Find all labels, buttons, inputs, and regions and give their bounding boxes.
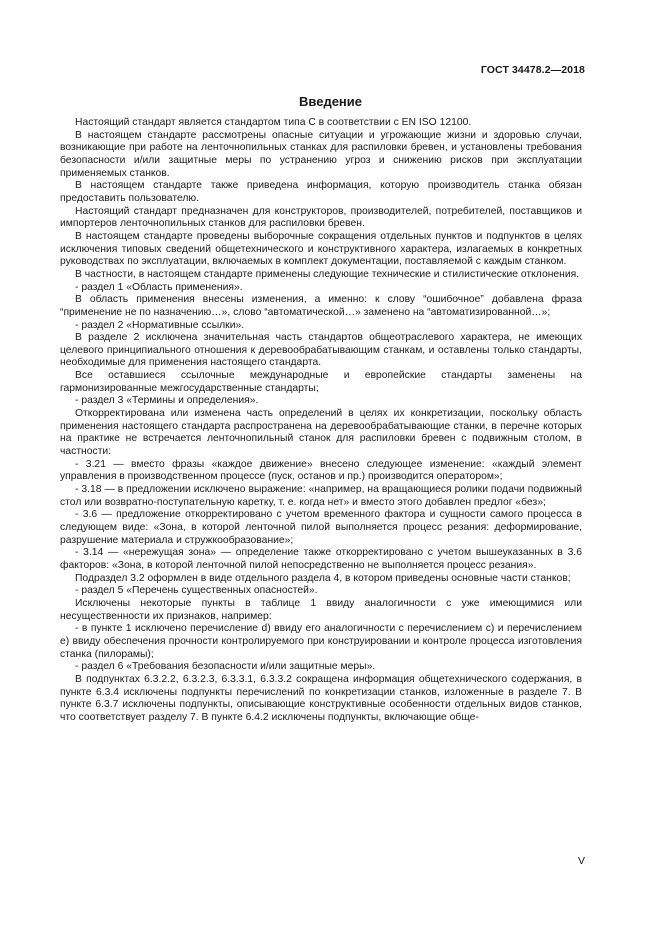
list-item: - 3.14 — «нережущая зона» — определение также откорректировано с учетом вышеуказанных в 3.6 факторов: «Зона, в которой ленточной пилой непосредственно не выполняется процесс резания». — [60, 547, 582, 571]
document-body — [60, 117, 582, 725]
paragraph: Все оставшиеся ссылочные международные и европейские стандарты заменены на гармонизированные межгосударственные стандарты; — [60, 370, 582, 394]
paragraph: Откорректирована или изменена часть определений в целях их конкретизации, поскольку область применения настоящего стандарта распространена на деревообрабатывающие станки, в перечне которых на практике не встречается ленточнопильный станок для распиловки бревен с подвижным столом, в частности: — [60, 408, 582, 458]
paragraph: В частности, в настоящем стандарте применены следующие технические и стилистические отклонения. — [75, 268, 580, 280]
list-item: - раздел 6 «Требования безопасности и/или защитные меры». — [75, 661, 376, 673]
list-item: - раздел 1 «Область применения». — [75, 281, 243, 293]
paragraph: В настоящем стандарте проведены выборочные сокращения отдельных пунктов и подпунктов в целях исключения типовых сведений общетехнического и конструктивного характера, излагаемых в конкретных руководствах по эксплуатации, включаемых в комплект документации, поставляемой с каждым станком. — [60, 230, 582, 268]
paragraph: В настоящем стандарте также приведена информация, которую производитель станка обязан предоставить пользователю. — [60, 180, 582, 204]
list-item: - 3.18 — в предложении исключено выражение: «например, на вращающиеся ролики подачи подвижный стол или возвратно-поступательную каретку, т. е. когда нет» и вместо этого добавлен предлог «без»; — [60, 484, 582, 508]
paragraph: В разделе 2 исключена значительная часть стандартов общеотраслевого характера, не имеющих целевого принципиального отношения к деревообрабатывающим станкам, и оставлены только стандарты, необходимые для применения настоящего стандарта. — [60, 332, 582, 369]
paragraph: Исключены некоторые пункты в таблице 1 ввиду аналогичности с уже имеющимися или несущественности их признаков, например: — [60, 597, 582, 622]
paragraph: Настоящий стандарт является стандартом типа С в соответствии с EN ISO 12100. — [75, 117, 472, 128]
page-number: V — [577, 855, 585, 867]
paragraph: Настоящий стандарт предназначен для конструкторов, производителей, потребителей, поставщиков и импортеров ленточнопильных станков для распиловки бревен. — [60, 205, 582, 230]
paragraph: В область применения внесены изменения, а именно: к слову “ошибочное” добавлена фраза “применение не по назначению…», слово “автоматической…» заменено на “автоматизированной…»; — [60, 294, 582, 318]
list-item: - в пункте 1 исключено перечисление d) ввиду его аналогичности с перечислением с) и перечислением е) ввиду обеспечения прочности контролируемого при конструировании и контроле процесса изготовления станка (пилорамы); — [60, 623, 582, 660]
paragraph: В настоящем стандарте рассмотрены опасные ситуации и угрожающие жизни и здоровью случаи, возникающие при работе на ленточнопильных станках для распиловки бревен, и установлены требования безопасности и/или защитные меры по устранению угроз и снижению рисков при эксплуатации применяемых станков. — [60, 129, 582, 179]
section-title: Введение — [299, 94, 362, 109]
list-item: - 3.21 — вместо фразы «каждое движение» внесено следующее изменение: «каждый элемент управления в производственном процессе (пуск, останов и пр.) производится оператором»; — [60, 458, 582, 483]
paragraph: В подпунктах 6.3.2.2, 6.3.2.3, 6.3.3.1, 6.3.3.2 сокращена информация общетехнического содержания, в пункте 6.3.4 исключены подпункты перечислений по конкретизации станков, изложенные в разделе 7. В пункте 6.3.7 исключены подпункты, описывающие конструктивные особенности отдельных видов станков, что соответствует разделу 7. В пункте 6.4.2 исключены подпункты, включающие обще- — [60, 673, 582, 723]
list-item: - раздел 5 «Перечень существенных опасностей». — [75, 585, 318, 597]
standard-code: ГОСТ 34478.2—2018 — [480, 64, 585, 76]
paragraph: Подраздел 3.2 оформлен в виде отдельного раздела 4, в котором приведены основные части станков; — [75, 572, 571, 584]
list-item: - раздел 3 «Термины и определения». — [75, 395, 259, 407]
list-item: - 3.6 — предложение откорректировано с учетом временного фактора и сущности самого процесса в следующем виде: «Зона, в которой ленточной пилой выполняется процесс резания: деформирование, разрушение материала и стружкообразование»; — [60, 509, 582, 546]
list-item: - раздел 2 «Нормативные ссылки». — [75, 319, 245, 331]
